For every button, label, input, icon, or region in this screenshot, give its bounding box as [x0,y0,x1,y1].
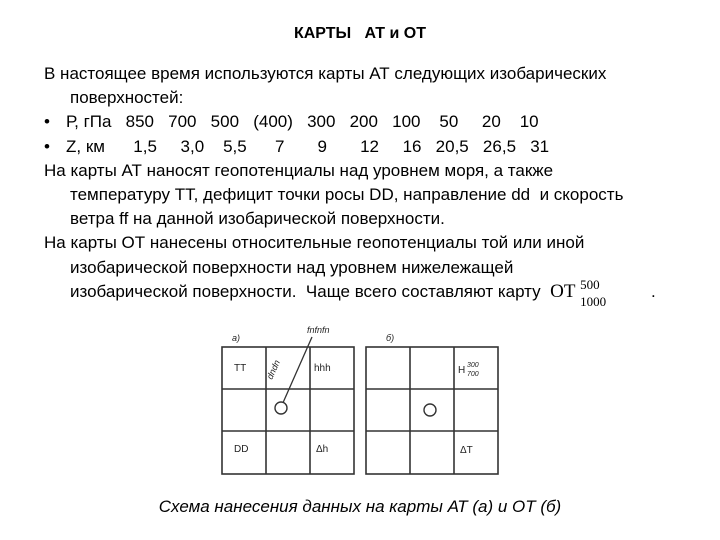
ot-formula-sub: 1000 [580,293,607,309]
cell-hhh: hhh [314,363,331,374]
figure-caption: Схема нанесения данных на карты АТ (а) и ОТ (б) [158,497,562,516]
ot-paragraph-line-with-formula [44,276,684,309]
bullet-height-text: Z, км 1,5 3,0 5,5 7 9 12 16 20,5 26,5 31 [66,136,550,156]
cell-tt: ТТ [234,363,247,374]
intro-line: поверхностей: [70,88,184,108]
cell-h-sup: 300 [467,362,479,369]
wind-direction-label: dndn [264,358,282,381]
cell-dt: ΔT [460,445,473,456]
wind-label: fnfnfn [307,325,330,335]
bullet-height [44,135,684,159]
ot-paragraph-line: изобарической поверхности над уровнем нижележащей [70,257,514,277]
ot-paragraph-line: На карты ОТ нанесены относительные геопотенциалы той или иной [44,233,585,253]
panel-b-grid [366,347,498,474]
ot-paragraph-text: изобарической поверхности. Чаще всего составляют карту [70,281,541,301]
panel-a-grid [222,347,354,474]
ot-formula [550,276,607,309]
cell-h-base: Н [458,365,466,376]
ot-trailing-dot: . [651,281,656,301]
at-paragraph-line: ветра ff на данной изобарической поверхности. [70,209,445,229]
slide-title: КАРТЫ АТ и ОТ [293,25,427,42]
ot-formula-base: ОТ [550,280,576,302]
bullet-pressure-text: Р, гПа 850 700 500 (400) 300 200 100 50 20 10 [66,112,539,132]
at-paragraph-line: температуру ТТ, дефицит точки росы DD, направление dd и скорость [70,185,624,205]
station-circle-b [424,404,436,416]
at-paragraph-line: На карты АТ наносят геопотенциалы над уровнем моря, а также [44,160,554,180]
station-circle-a [275,402,287,414]
cell-h-sub: 700 [467,371,479,378]
cell-dh: Δh [316,444,329,455]
bullet-pressure [44,110,684,134]
bullet-marker: • [44,136,50,156]
bullet-marker: • [44,112,50,132]
panel-b-label: б) [386,333,395,343]
cell-dd: DD [234,444,249,455]
slide-body [44,62,684,309]
intro-line: В настоящее время используются карты АТ следующих изобарических [44,64,607,83]
ot-formula-sup: 500 [580,276,600,292]
wind-barb [282,337,312,405]
panel-a-label: а) [232,333,241,343]
